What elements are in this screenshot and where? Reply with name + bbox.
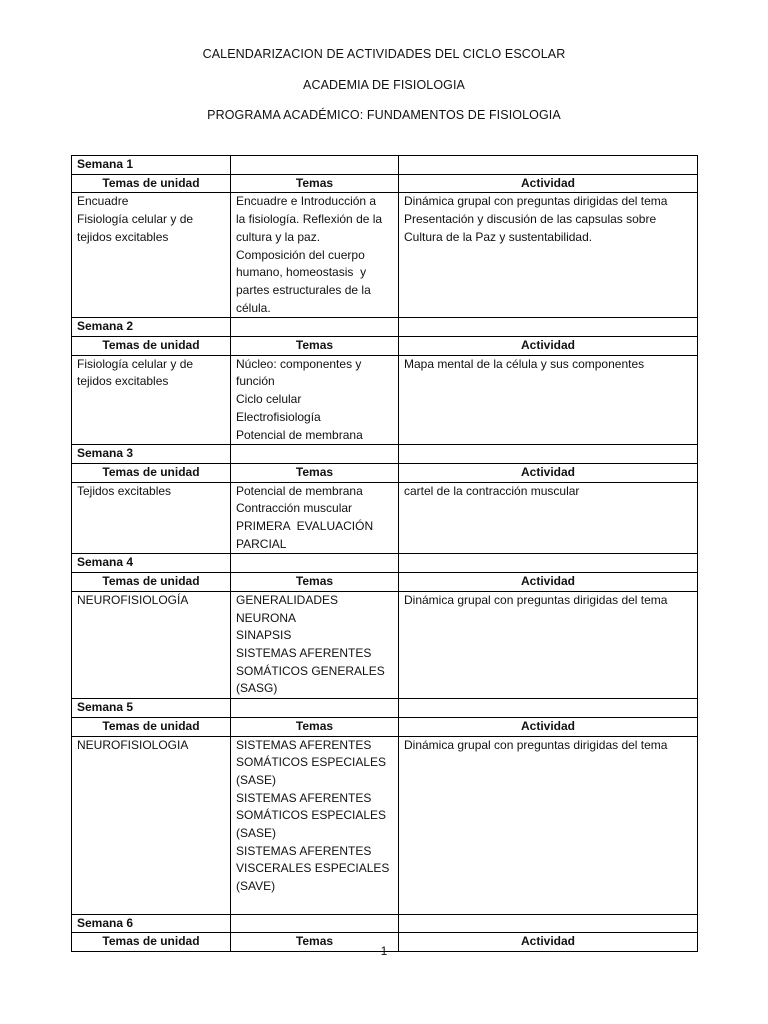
unit-cell <box>72 193 231 318</box>
academy-name: ACADEMIA DE FISIOLOGIA <box>303 78 465 92</box>
week-label: Semana 1 <box>72 156 231 175</box>
cell-line: SISTEMAS AFERENTES <box>236 790 372 805</box>
week-row <box>72 554 698 573</box>
column-header-row <box>72 717 698 736</box>
header-activity: Actividad <box>399 717 698 736</box>
cell-line: SISTEMAS AFERENTES <box>236 843 372 858</box>
empty-cell <box>399 914 698 933</box>
cell-line: Fisiología celular y de <box>77 212 194 227</box>
empty-cell <box>399 445 698 464</box>
empty-cell <box>231 914 399 933</box>
week-row <box>72 156 698 175</box>
program-name: PROGRAMA ACADÉMICO: FUNDAMENTOS DE FISIOLOGIA <box>207 108 561 122</box>
week-row <box>72 318 698 337</box>
week-label: Semana 3 <box>72 445 231 464</box>
empty-cell <box>399 554 698 573</box>
cell-line: NEUROFISIOLOGIA <box>77 737 189 752</box>
empty-cell <box>231 554 399 573</box>
cell-line: humano, homeostasis y <box>236 265 367 280</box>
column-header-row <box>72 174 698 193</box>
cell-line: Dinámica grupal con preguntas dirigidas del tema <box>404 592 668 607</box>
week-row <box>72 914 698 933</box>
header-activity: Actividad <box>399 174 698 193</box>
week-label: Semana 2 <box>72 318 231 337</box>
header-activity: Actividad <box>399 573 698 592</box>
header-activity: Actividad <box>399 337 698 356</box>
cell-line: Tejidos excitables <box>77 483 172 498</box>
header-topics: Temas <box>231 573 399 592</box>
cell-line: SOMÁTICOS ESPECIALES <box>236 755 387 770</box>
week-row <box>72 699 698 718</box>
column-header-row <box>72 337 698 356</box>
cell-line: Cultura de la Paz y sustentabilidad. <box>404 229 593 244</box>
cell-line: Electrofisiología <box>236 409 321 424</box>
cell-line: VISCERALES ESPECIALES <box>236 861 390 876</box>
week-label: Semana 4 <box>72 554 231 573</box>
cell-line: Mapa mental de la célula y sus componentes <box>404 356 645 371</box>
header-unit: Temas de unidad <box>72 463 231 482</box>
header-unit: Temas de unidad <box>72 717 231 736</box>
cell-line: Contracción muscular <box>236 501 353 516</box>
activity-cell <box>399 736 698 914</box>
header-activity: Actividad <box>399 463 698 482</box>
page-number: 1 <box>380 944 388 958</box>
cell-line: NEUROFISIOLOGÍA <box>77 592 189 607</box>
topics-cell <box>231 736 399 914</box>
cell-line: PRIMERA EVALUACIÓN <box>236 519 374 534</box>
empty-cell <box>231 699 399 718</box>
header-topics: Temas <box>231 717 399 736</box>
cell-line: Dinámica grupal con preguntas dirigidas del tema <box>404 737 668 752</box>
cell-line: (SASE) <box>236 826 277 841</box>
topics-cell <box>231 591 399 698</box>
empty-cell <box>399 699 698 718</box>
header-unit: Temas de unidad <box>72 573 231 592</box>
content-row <box>72 193 698 318</box>
cell-line: Núcleo: componentes y <box>236 356 362 371</box>
cell-line: (SAVE) <box>236 879 276 894</box>
schedule-table <box>71 155 698 952</box>
cell-line: (SASG) <box>236 681 278 696</box>
unit-cell <box>72 736 231 914</box>
cell-line: SOMÁTICOS ESPECIALES <box>236 808 387 823</box>
cell-line: Potencial de membrana <box>236 427 363 442</box>
cell-line <box>236 896 393 914</box>
header-unit: Temas de unidad <box>72 174 231 193</box>
cell-line: la fisiología. Reflexión de la <box>236 212 383 227</box>
week-label: Semana 5 <box>72 699 231 718</box>
cell-line: Dinámica grupal con preguntas dirigidas del tema <box>404 194 668 209</box>
header-topics: Temas <box>231 337 399 356</box>
content-row <box>72 355 698 445</box>
header-topics: Temas <box>231 463 399 482</box>
cell-line: tejidos excitables <box>77 229 169 244</box>
unit-cell <box>72 355 231 445</box>
empty-cell <box>231 318 399 337</box>
cell-line: Fisiología celular y de <box>77 356 194 371</box>
topics-cell <box>231 482 399 554</box>
week-label: Semana 6 <box>72 914 231 933</box>
empty-cell <box>399 156 698 175</box>
column-header-row <box>72 573 698 592</box>
cell-line: SISTEMAS AFERENTES <box>236 737 372 752</box>
header-topics: Temas <box>231 933 399 952</box>
content-row <box>72 591 698 698</box>
topics-cell <box>231 355 399 445</box>
cell-line: Presentación y discusión de las capsulas sobre <box>404 212 657 227</box>
cell-line: Potencial de membrana <box>236 483 363 498</box>
activity-cell <box>399 482 698 554</box>
cell-line: partes estructurales de la <box>236 282 371 297</box>
cell-line: Encuadre <box>77 194 129 209</box>
cell-line: Ciclo celular <box>236 392 302 407</box>
cell-line: SISTEMAS AFERENTES <box>236 645 372 660</box>
cell-line: NEURONA <box>236 610 297 625</box>
empty-cell <box>231 445 399 464</box>
column-header-row <box>72 463 698 482</box>
cell-line: SINAPSIS <box>236 628 292 643</box>
week-row <box>72 445 698 464</box>
content-row <box>72 482 698 554</box>
header-topics: Temas <box>231 174 399 193</box>
cell-line: PARCIAL <box>236 536 287 551</box>
empty-cell <box>231 156 399 175</box>
cell-line: Encuadre e Introducción a <box>236 194 377 209</box>
empty-cell <box>399 318 698 337</box>
cell-line: (SASE) <box>236 772 277 787</box>
cell-line: célula. <box>236 300 271 315</box>
cell-line: cartel de la contracción muscular <box>404 483 580 498</box>
document-title: CALENDARIZACION DE ACTIVIDADES DEL CICLO ESCOLAR <box>202 47 566 61</box>
cell-line: SOMÁTICOS GENERALES <box>236 663 385 678</box>
content-row <box>72 736 698 914</box>
header-activity: Actividad <box>399 933 698 952</box>
cell-line: Composición del cuerpo <box>236 247 365 262</box>
cell-line: cultura y la paz. <box>236 229 321 244</box>
unit-cell <box>72 482 231 554</box>
header-unit: Temas de unidad <box>72 337 231 356</box>
activity-cell <box>399 591 698 698</box>
activity-cell <box>399 355 698 445</box>
unit-cell <box>72 591 231 698</box>
cell-line: función <box>236 374 275 389</box>
header-unit: Temas de unidad <box>72 933 231 952</box>
cell-line: GENERALIDADES <box>236 592 339 607</box>
cell-line: tejidos excitables <box>77 374 169 389</box>
topics-cell <box>231 193 399 318</box>
activity-cell <box>399 193 698 318</box>
